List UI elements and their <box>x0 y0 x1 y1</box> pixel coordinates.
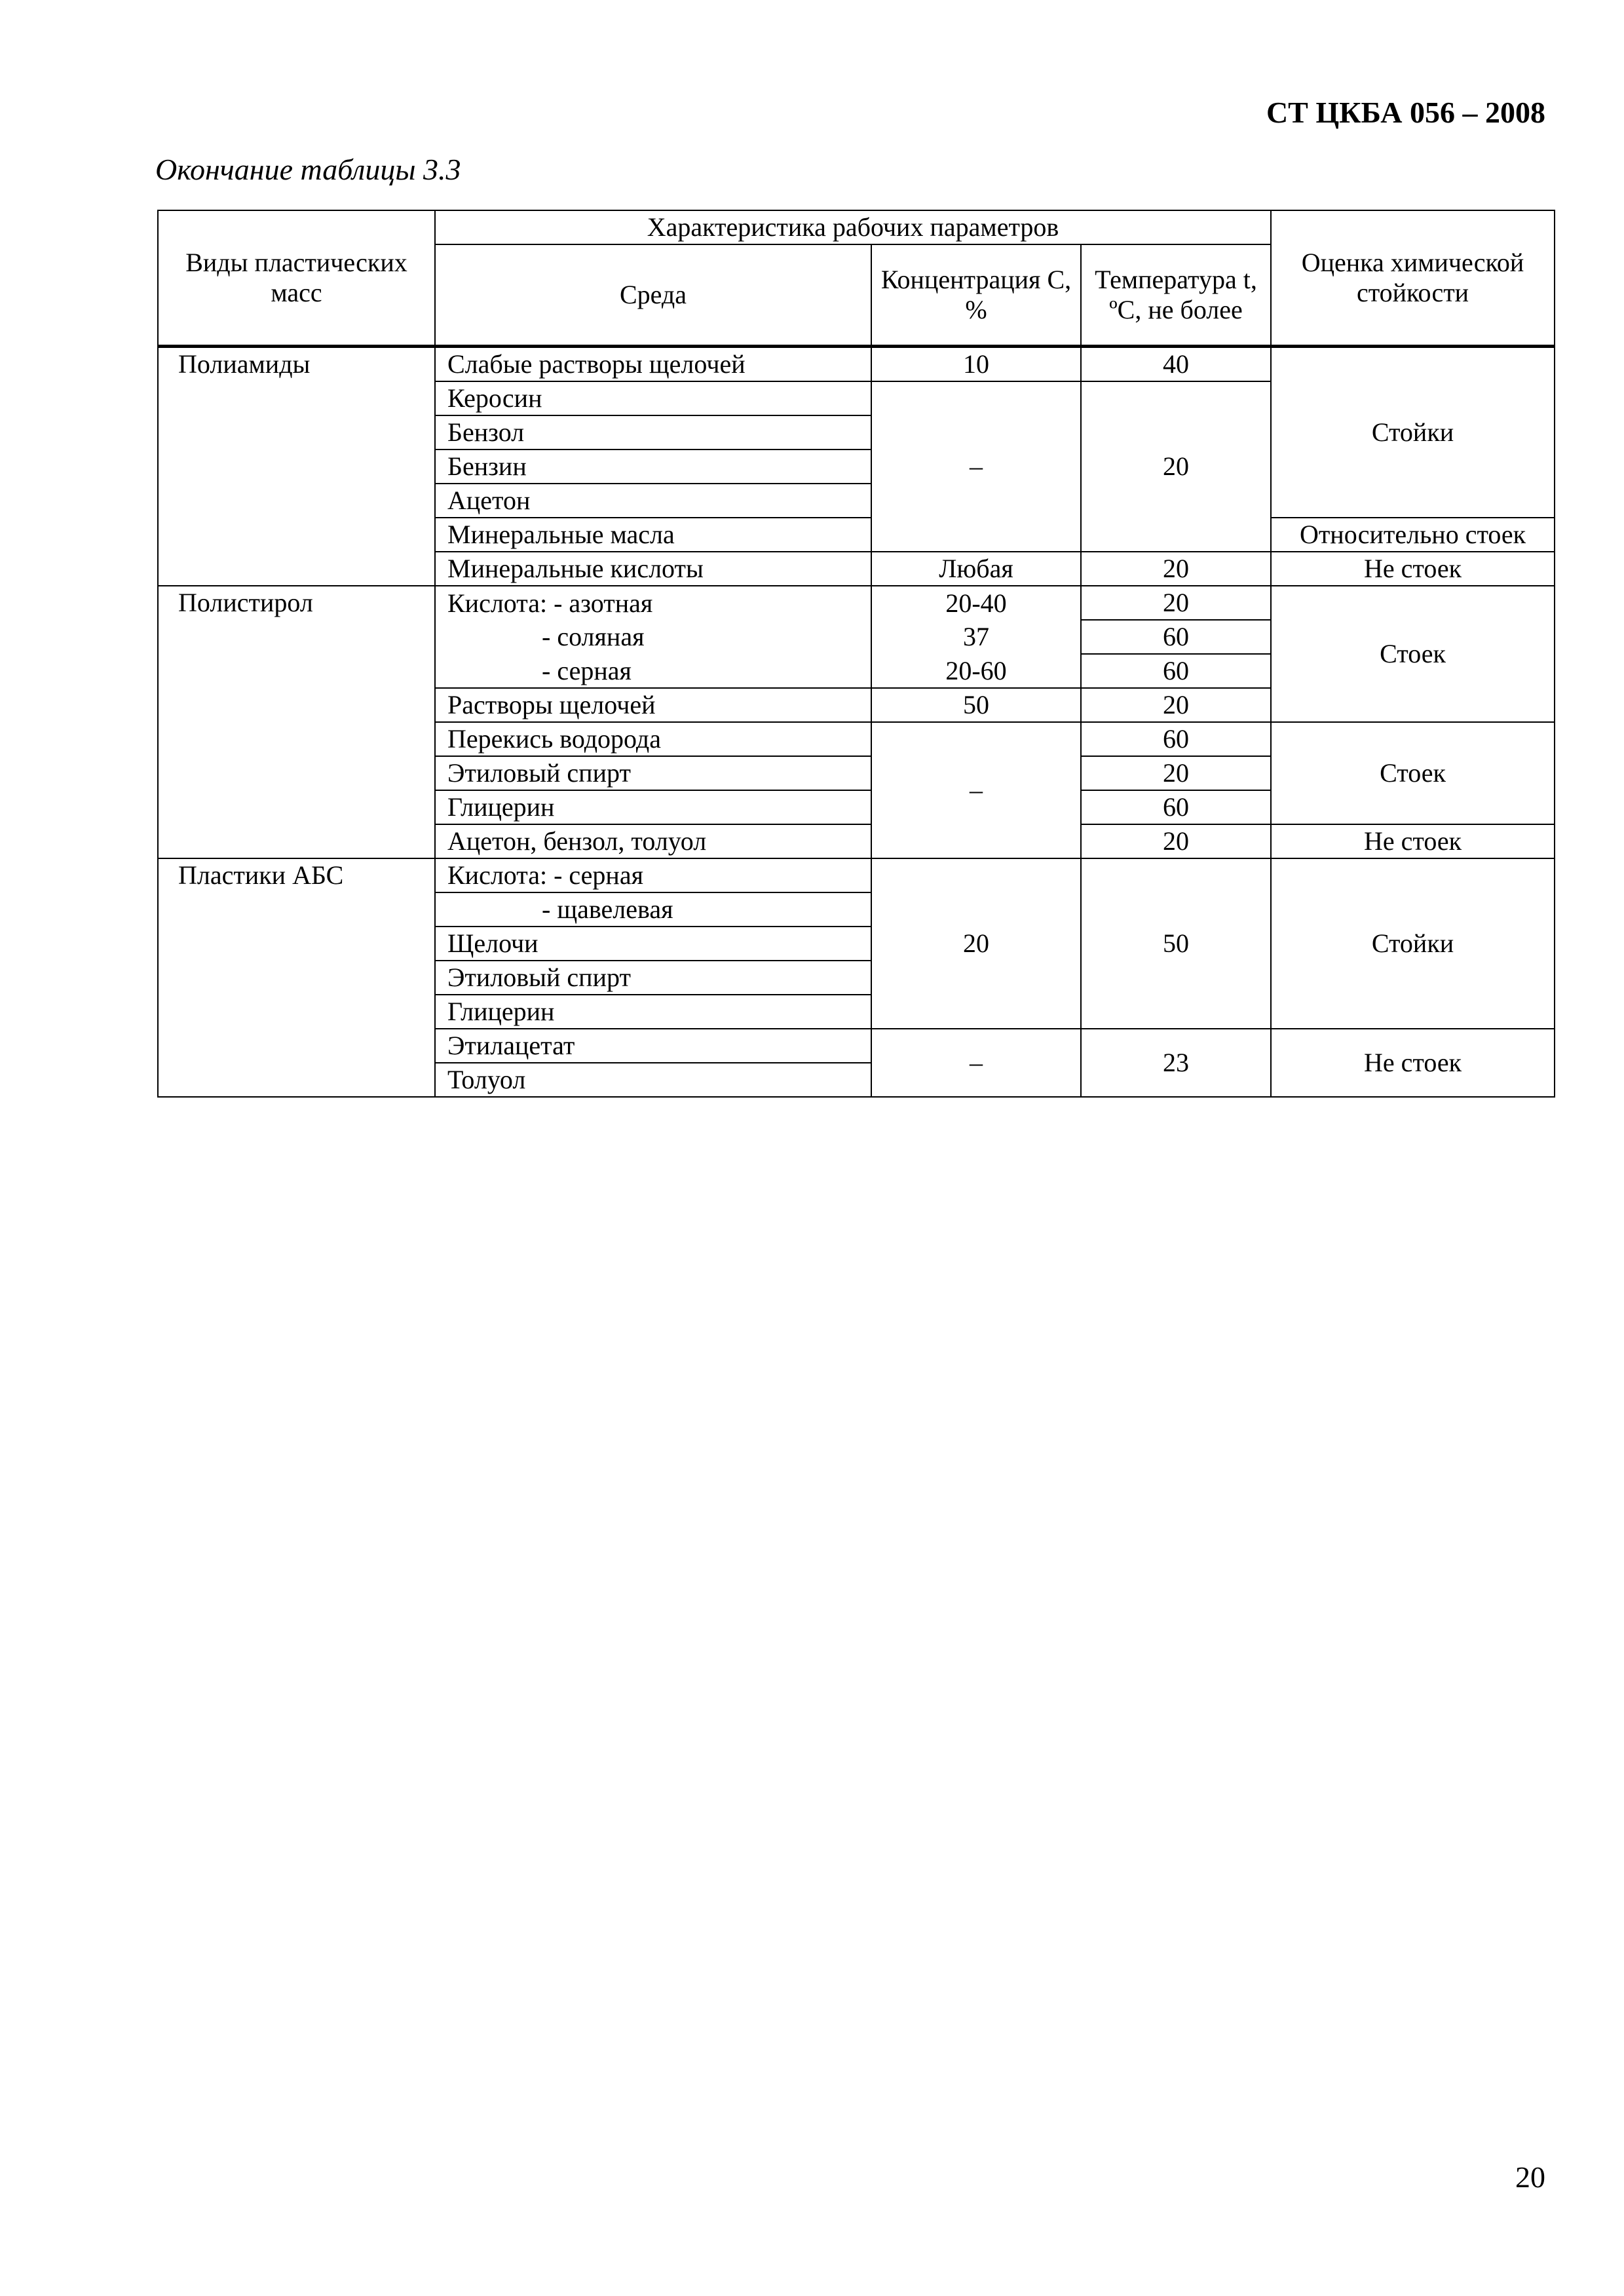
medium-cell: Кислота: - азотная <box>435 586 871 620</box>
temperature-cell: 20 <box>1081 381 1271 552</box>
medium-cell: - щавелевая <box>435 892 871 927</box>
medium-cell: Глицерин <box>435 995 871 1029</box>
concentration-cell: 20 <box>871 858 1081 1029</box>
temperature-cell: 60 <box>1081 790 1271 824</box>
document-code: СТ ЦКБА 056 – 2008 <box>1266 96 1545 129</box>
medium-cell: - соляная <box>435 620 871 654</box>
medium-cell: Глицерин <box>435 790 871 824</box>
concentration-cell: 37 <box>871 620 1081 654</box>
table-row <box>158 347 1555 382</box>
concentration-cell: 20-40 <box>871 586 1081 620</box>
rating-cell: Не стоек <box>1271 552 1555 586</box>
rating-cell: Стоек <box>1271 722 1555 824</box>
temperature-cell: 60 <box>1081 620 1271 654</box>
temperature-cell: 20 <box>1081 552 1271 586</box>
header-medium: Среда <box>435 244 871 347</box>
medium-cell: Щелочи <box>435 927 871 961</box>
medium-cell: Бензин <box>435 450 871 484</box>
concentration-cell: 20-60 <box>871 654 1081 688</box>
medium-cell: - серная <box>435 654 871 688</box>
header-plastic-type: Виды пластических масс <box>158 210 435 347</box>
medium-cell: Ацетон, бензол, толуол <box>435 824 871 858</box>
plastic-type-cell: Пластики АБС <box>158 858 435 1097</box>
table-body <box>158 347 1555 1098</box>
page-number: 20 <box>1515 2160 1545 2194</box>
plastic-type-cell: Полистирол <box>158 586 435 858</box>
medium-cell: Кислота: - серная <box>435 858 871 892</box>
table-header <box>158 210 1555 347</box>
concentration-cell: – <box>871 381 1081 552</box>
medium-cell: Минеральные масла <box>435 518 871 552</box>
medium-cell: Этиловый спирт <box>435 961 871 995</box>
temperature-cell: 20 <box>1081 586 1271 620</box>
temperature-cell: 50 <box>1081 858 1271 1029</box>
medium-cell: Толуол <box>435 1063 871 1097</box>
concentration-cell: 50 <box>871 688 1081 722</box>
medium-cell: Керосин <box>435 381 871 415</box>
temperature-cell: 60 <box>1081 722 1271 756</box>
rating-cell: Стойки <box>1271 347 1555 518</box>
temperature-cell: 20 <box>1081 824 1271 858</box>
table-caption: Окончание таблицы 3.3 <box>155 153 461 186</box>
concentration-cell: Любая <box>871 552 1081 586</box>
rating-cell: Не стоек <box>1271 1029 1555 1097</box>
table-row <box>158 586 1555 620</box>
concentration-cell: – <box>871 1029 1081 1097</box>
table-row <box>158 858 1555 892</box>
concentration-cell: 10 <box>871 347 1081 382</box>
rating-cell: Относительно стоек <box>1271 518 1555 552</box>
medium-cell: Этиловый спирт <box>435 756 871 790</box>
concentration-cell: – <box>871 722 1081 858</box>
rating-cell: Стоек <box>1271 586 1555 722</box>
header-parameters-group: Характеристика рабочих параметров <box>435 210 1271 244</box>
medium-cell: Этилацетат <box>435 1029 871 1063</box>
plastic-type-cell: Полиамиды <box>158 347 435 586</box>
temperature-cell: 20 <box>1081 756 1271 790</box>
medium-cell: Перекись водорода <box>435 722 871 756</box>
header-rating: Оценка химической стойкости <box>1271 210 1555 347</box>
chemical-resistance-table <box>157 210 1555 1098</box>
temperature-cell: 40 <box>1081 347 1271 382</box>
rating-cell: Не стоек <box>1271 824 1555 858</box>
rating-cell: Стойки <box>1271 858 1555 1029</box>
medium-cell: Минеральные кислоты <box>435 552 871 586</box>
temperature-cell: 60 <box>1081 654 1271 688</box>
medium-cell: Растворы щелочей <box>435 688 871 722</box>
header-temperature: Температура t, ºС, не более <box>1081 244 1271 347</box>
medium-cell: Слабые растворы щелочей <box>435 347 871 382</box>
temperature-cell: 23 <box>1081 1029 1271 1097</box>
temperature-cell: 20 <box>1081 688 1271 722</box>
medium-cell: Бензол <box>435 415 871 450</box>
medium-cell: Ацетон <box>435 484 871 518</box>
header-concentration: Концентрация С, % <box>871 244 1081 347</box>
